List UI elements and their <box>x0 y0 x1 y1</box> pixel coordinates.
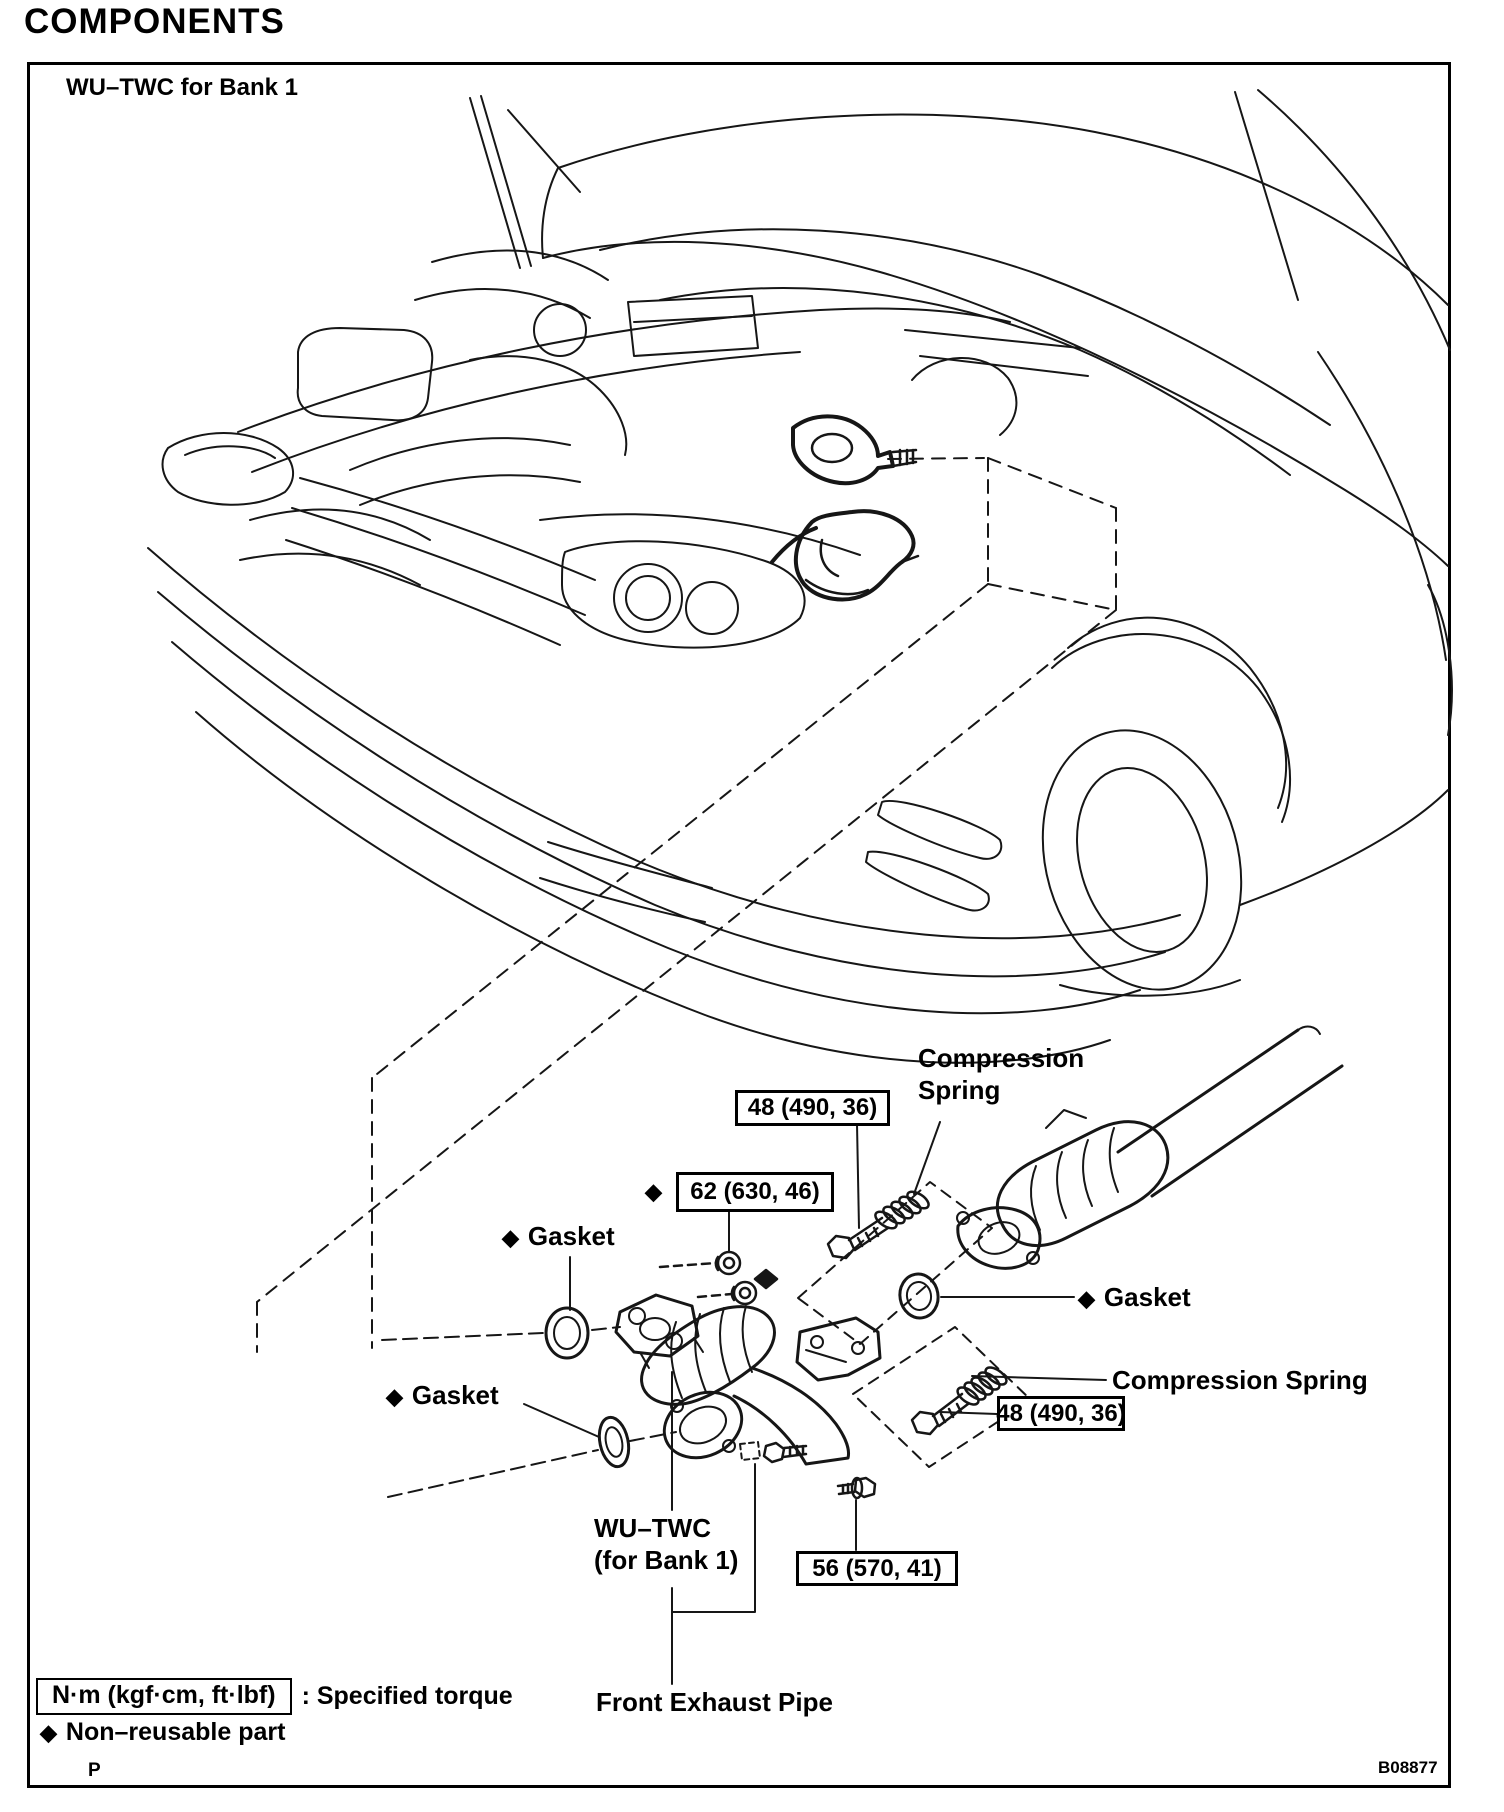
legend-non-reusable-text: Non–reusable part <box>65 1718 286 1746</box>
engine-bay-exhaust-part <box>772 416 918 599</box>
legend-torque-units-box: N·m (kgf·cm, ft·lbf) <box>36 1678 292 1715</box>
label-compression-spring-upper: Compression Spring <box>918 1043 1085 1105</box>
gasket-label-text: Gasket <box>411 1380 499 1410</box>
gasket-label-text: Gasket <box>527 1221 615 1251</box>
gasket-ring-left-upper <box>546 1308 588 1358</box>
legend-torque-note: : Specified torque <box>301 1682 513 1710</box>
non-reusable-diamond-icon: ◆ <box>502 1225 519 1250</box>
mounting-nuts <box>660 1252 777 1304</box>
non-reusable-diamond-icon: ◆ <box>40 1720 57 1745</box>
gasket-label-text: Gasket <box>1103 1282 1191 1312</box>
label-front-exhaust-pipe: Front Exhaust Pipe <box>596 1687 833 1717</box>
wu-twc-name: WU–TWC <box>594 1513 711 1543</box>
label-compression-spring-right: Compression Spring <box>1112 1365 1368 1395</box>
non-reusable-diamond-icon: ◆ <box>1078 1286 1095 1311</box>
torque-box-48-upper: 48 (490, 36) <box>735 1090 890 1126</box>
label-gasket-right <box>1078 1281 1191 1315</box>
page-marker: P <box>88 1760 101 1781</box>
compression-spring-bolt-upper <box>828 1188 931 1258</box>
figure-subtitle: WU–TWC for Bank 1 <box>66 74 299 101</box>
label-gasket-upper <box>502 1220 615 1254</box>
legend-non-reusable <box>40 1718 285 1747</box>
label-62-diamond <box>645 1174 671 1208</box>
non-reusable-diamond-icon: ◆ <box>386 1384 403 1409</box>
page-title: COMPONENTS <box>24 2 285 41</box>
non-reusable-diamond-icon <box>755 1270 777 1288</box>
wu-twc-part <box>616 1295 880 1470</box>
label-wu-twc <box>594 1512 738 1576</box>
figure-code: B08877 <box>1378 1758 1438 1777</box>
gasket-ring-left-lower <box>595 1415 633 1470</box>
bracket-bolts <box>740 1442 875 1498</box>
non-reusable-diamond-icon: ◆ <box>645 1179 662 1204</box>
torque-box-62: 62 (630, 46) <box>676 1172 834 1212</box>
wu-twc-bank: (for Bank 1) <box>594 1545 739 1575</box>
label-gasket-lower <box>386 1379 499 1413</box>
torque-box-56: 56 (570, 41) <box>796 1551 958 1586</box>
torque-box-48-lower: 48 (490, 36) <box>997 1396 1125 1431</box>
legend-torque <box>36 1678 513 1715</box>
